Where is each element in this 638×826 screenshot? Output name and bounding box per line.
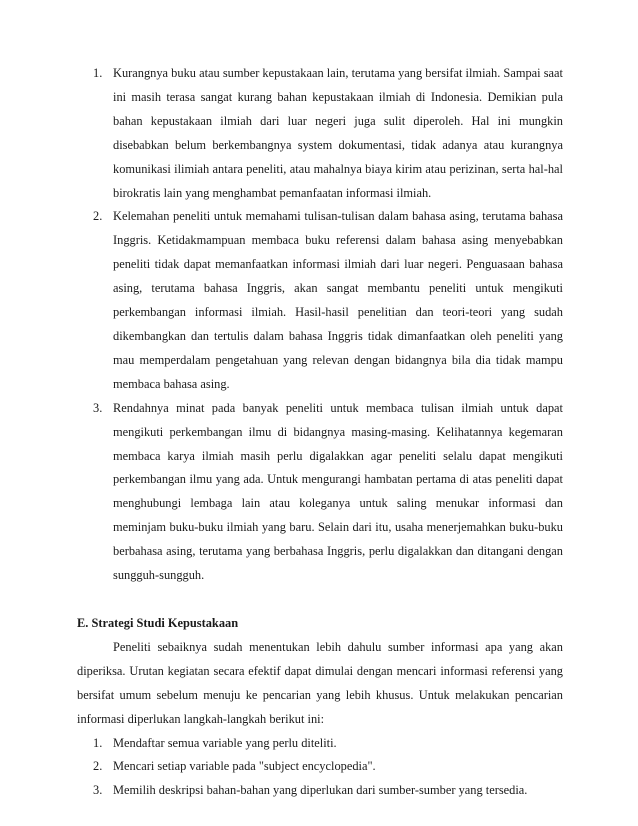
section-heading: E. Strategi Studi Kepustakaan	[77, 615, 239, 630]
list-item-number: 2.	[93, 759, 103, 774]
document-page	[77, 62, 563, 803]
section-paragraph: Peneliti sebaiknya sudah menentukan lebih dahulu sumber informasi apa yang akan diperiksa. Urutan kegiatan secara efektif dapat dimulai dengan mencari informasi referensi yang bersifat umum sebelum menuju ke pencarian yang lebih khusus. Untuk melakukan pencarian informasi diperlukan langkah-langkah berikut ini:	[77, 639, 563, 726]
list-item	[77, 397, 563, 588]
list-item	[77, 62, 563, 205]
list-item-number: 1.	[93, 66, 103, 80]
steps-list	[77, 732, 563, 804]
list-item-number: 2.	[93, 209, 103, 224]
list-item-text: Kelemahan peneliti untuk memahami tulisan-tulisan dalam bahasa asing, terutama bahasa Inggris. Ketidakmampuan membaca buku referensi dalam bahasa asing menyebabkan peneliti tidak dapat memanfaatkan informasi ilmiah dari luar negeri. Penguasaan bahasa asing, terutama bahasa Inggris, akan sangat membantu peneliti untuk mengikuti perkembangan informasi ilmiah. Hasil-hasil penelitian dan teori-teori yang sudah dikembangkan dan tertulis dalam bahasa Inggris tidak dimanfaatkan oleh peneliti yang mau memperdalam pengetahuan yang relevan dengan bidangnya bila dia tidak mampu membaca bahasa asing.	[113, 209, 563, 391]
list-item-text: Rendahnya minat pada banyak peneliti untuk membaca tulisan ilmiah untuk dapat mengikuti perkembangan ilmu di bidangnya masing-masing. Kelihatannya kegemaran membaca karya ilmiah masih perlu digalakkan agar peneliti selalu dapat mengikuti perkembangan ilmu yang ada. Untuk mengurangi hambatan pertama di atas peneliti dapat menghubungi lembaga lain atau koleganya untuk saling menukar informasi dan meminjam buku-buku ilmiah yang baru. Selain dari itu, usaha menerjemahkan buku-buku berbahasa asing, terutama yang berbahasa Inggris, perlu digalakkan dan ditangani dengan sungguh-sungguh.	[113, 400, 563, 583]
list-item-text: Mencari setiap variable pada "subject encyclopedia".	[113, 759, 376, 774]
list-item-number: 3.	[93, 783, 103, 798]
list-item-text: Memilih deskripsi bahan-bahan yang diperlukan dari sumber-sumber yang tersedia.	[113, 783, 528, 798]
list-item	[77, 755, 563, 779]
obstacles-list	[77, 62, 563, 588]
list-item-text: Mendaftar semua variable yang perlu diteliti.	[113, 735, 337, 750]
list-item	[77, 779, 563, 803]
list-item-number: 1.	[93, 735, 103, 750]
list-item-number: 3.	[93, 400, 103, 415]
list-item	[77, 205, 563, 396]
list-item	[77, 732, 563, 756]
list-item-text: Kurangnya buku atau sumber kepustakaan lain, terutama yang bersifat ilmiah. Sampai saat ini masih terasa sangat kurang bahan kepustakaan ilmiah di Indonesia. Demikian pula bahan kepustakaan ilmiah dari luar negeri juga sulit diperoleh. Hal ini mungkin disebabkan belum berkembangnya system dokumentasi, tidak adanya atau kurangnya komunikasi ilimiah antara peneliti, atau mahalnya biaya kirim atau perizinan, serta hal-hal birokratis lain yang menghambat pemanfaatan informasi ilmiah.	[113, 66, 563, 200]
